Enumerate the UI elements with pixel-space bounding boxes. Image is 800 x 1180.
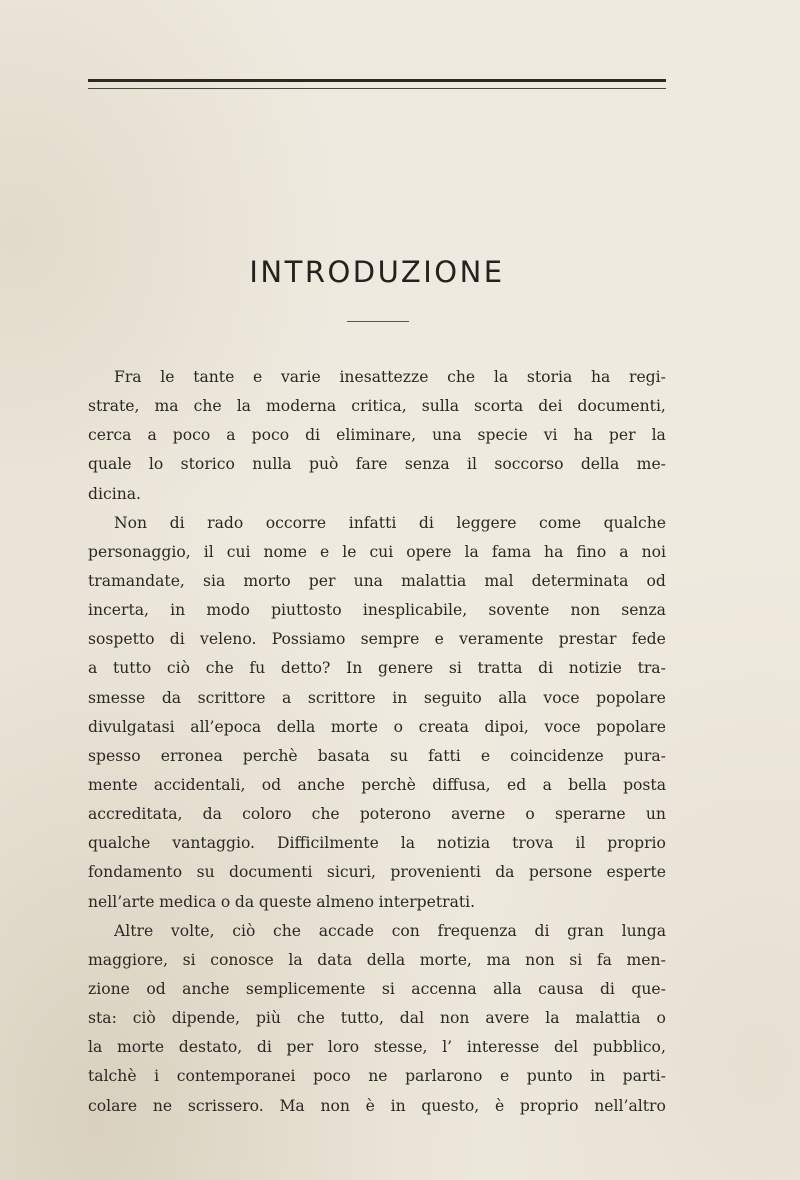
- title-underline-rule: [347, 321, 409, 322]
- text-line: colare ne scrissero. Ma non è in questo, è proprio nell’altro: [88, 1096, 666, 1115]
- text-line: mente accidentali, od anche perchè diffusa, ed a bella posta: [88, 775, 666, 794]
- header-rule-thick: [88, 79, 666, 82]
- text-line: strate, ma che la moderna critica, sulla scorta dei documenti,: [88, 397, 666, 416]
- text-line: Fra le tante e varie inesattezze che la storia ha regi-: [114, 368, 666, 386]
- header-rule-thin: [88, 88, 666, 89]
- text-line: la morte destato, di per loro stesse, l’ interesse del pubblico,: [88, 1038, 666, 1057]
- text-line: sta: ciò dipende, più che tutto, dal non avere la malattia o: [88, 1009, 666, 1028]
- body-text: [88, 363, 666, 1121]
- text-line: tramandate, sia morto per una malattia mal determinata od: [88, 571, 666, 590]
- text-line: qualche vantaggio. Difficilmente la notizia trova il proprio: [88, 834, 666, 853]
- text-line: spesso erronea perchè basata su fatti e coincidenze pura-: [88, 746, 666, 765]
- text-line: cerca a poco a poco di eliminare, una specie vi ha per la: [88, 426, 666, 445]
- text-line: nell’arte medica o da queste almeno interpetrati.: [88, 892, 476, 911]
- text-line: maggiore, si conosce la data della morte, ma non si fa men-: [88, 950, 666, 969]
- text-line: zione od anche semplicemente si accenna alla causa di que-: [88, 979, 666, 998]
- text-line: sospetto di veleno. Possiamo sempre e veramente prestar fede: [88, 630, 666, 649]
- text-line: smesse da scrittore a scrittore in seguito alla voce popolare: [88, 688, 666, 707]
- text-line: accreditata, da coloro che poterono averne o sperarne un: [88, 805, 666, 824]
- text-line: talchè i contemporanei poco ne parlarono e punto in parti-: [88, 1067, 666, 1086]
- text-line: personaggio, il cui nome e le cui opere la fama ha fino a noi: [88, 542, 666, 561]
- text-line: Altre volte, ciò che accade con frequenza di gran lunga: [114, 921, 666, 940]
- text-line: quale lo storico nulla può fare senza il soccorso della me-: [88, 455, 666, 474]
- text-line: Non di rado occorre infatti di leggere come qualche: [114, 513, 666, 532]
- text-line: divulgatasi all’epoca della morte o creata dipoi, voce popolare: [88, 717, 666, 736]
- text-line: incerta, in modo piuttosto inesplicabile, sovente non senza: [88, 601, 666, 620]
- text-line: dicina.: [88, 484, 141, 503]
- text-line: fondamento su documenti sicuri, provenienti da persone esperte: [88, 863, 666, 882]
- chapter-title: INTRODUZIONE: [249, 255, 505, 289]
- text-line: a tutto ciò che fu detto? In genere si tratta di notizie tra-: [88, 659, 666, 678]
